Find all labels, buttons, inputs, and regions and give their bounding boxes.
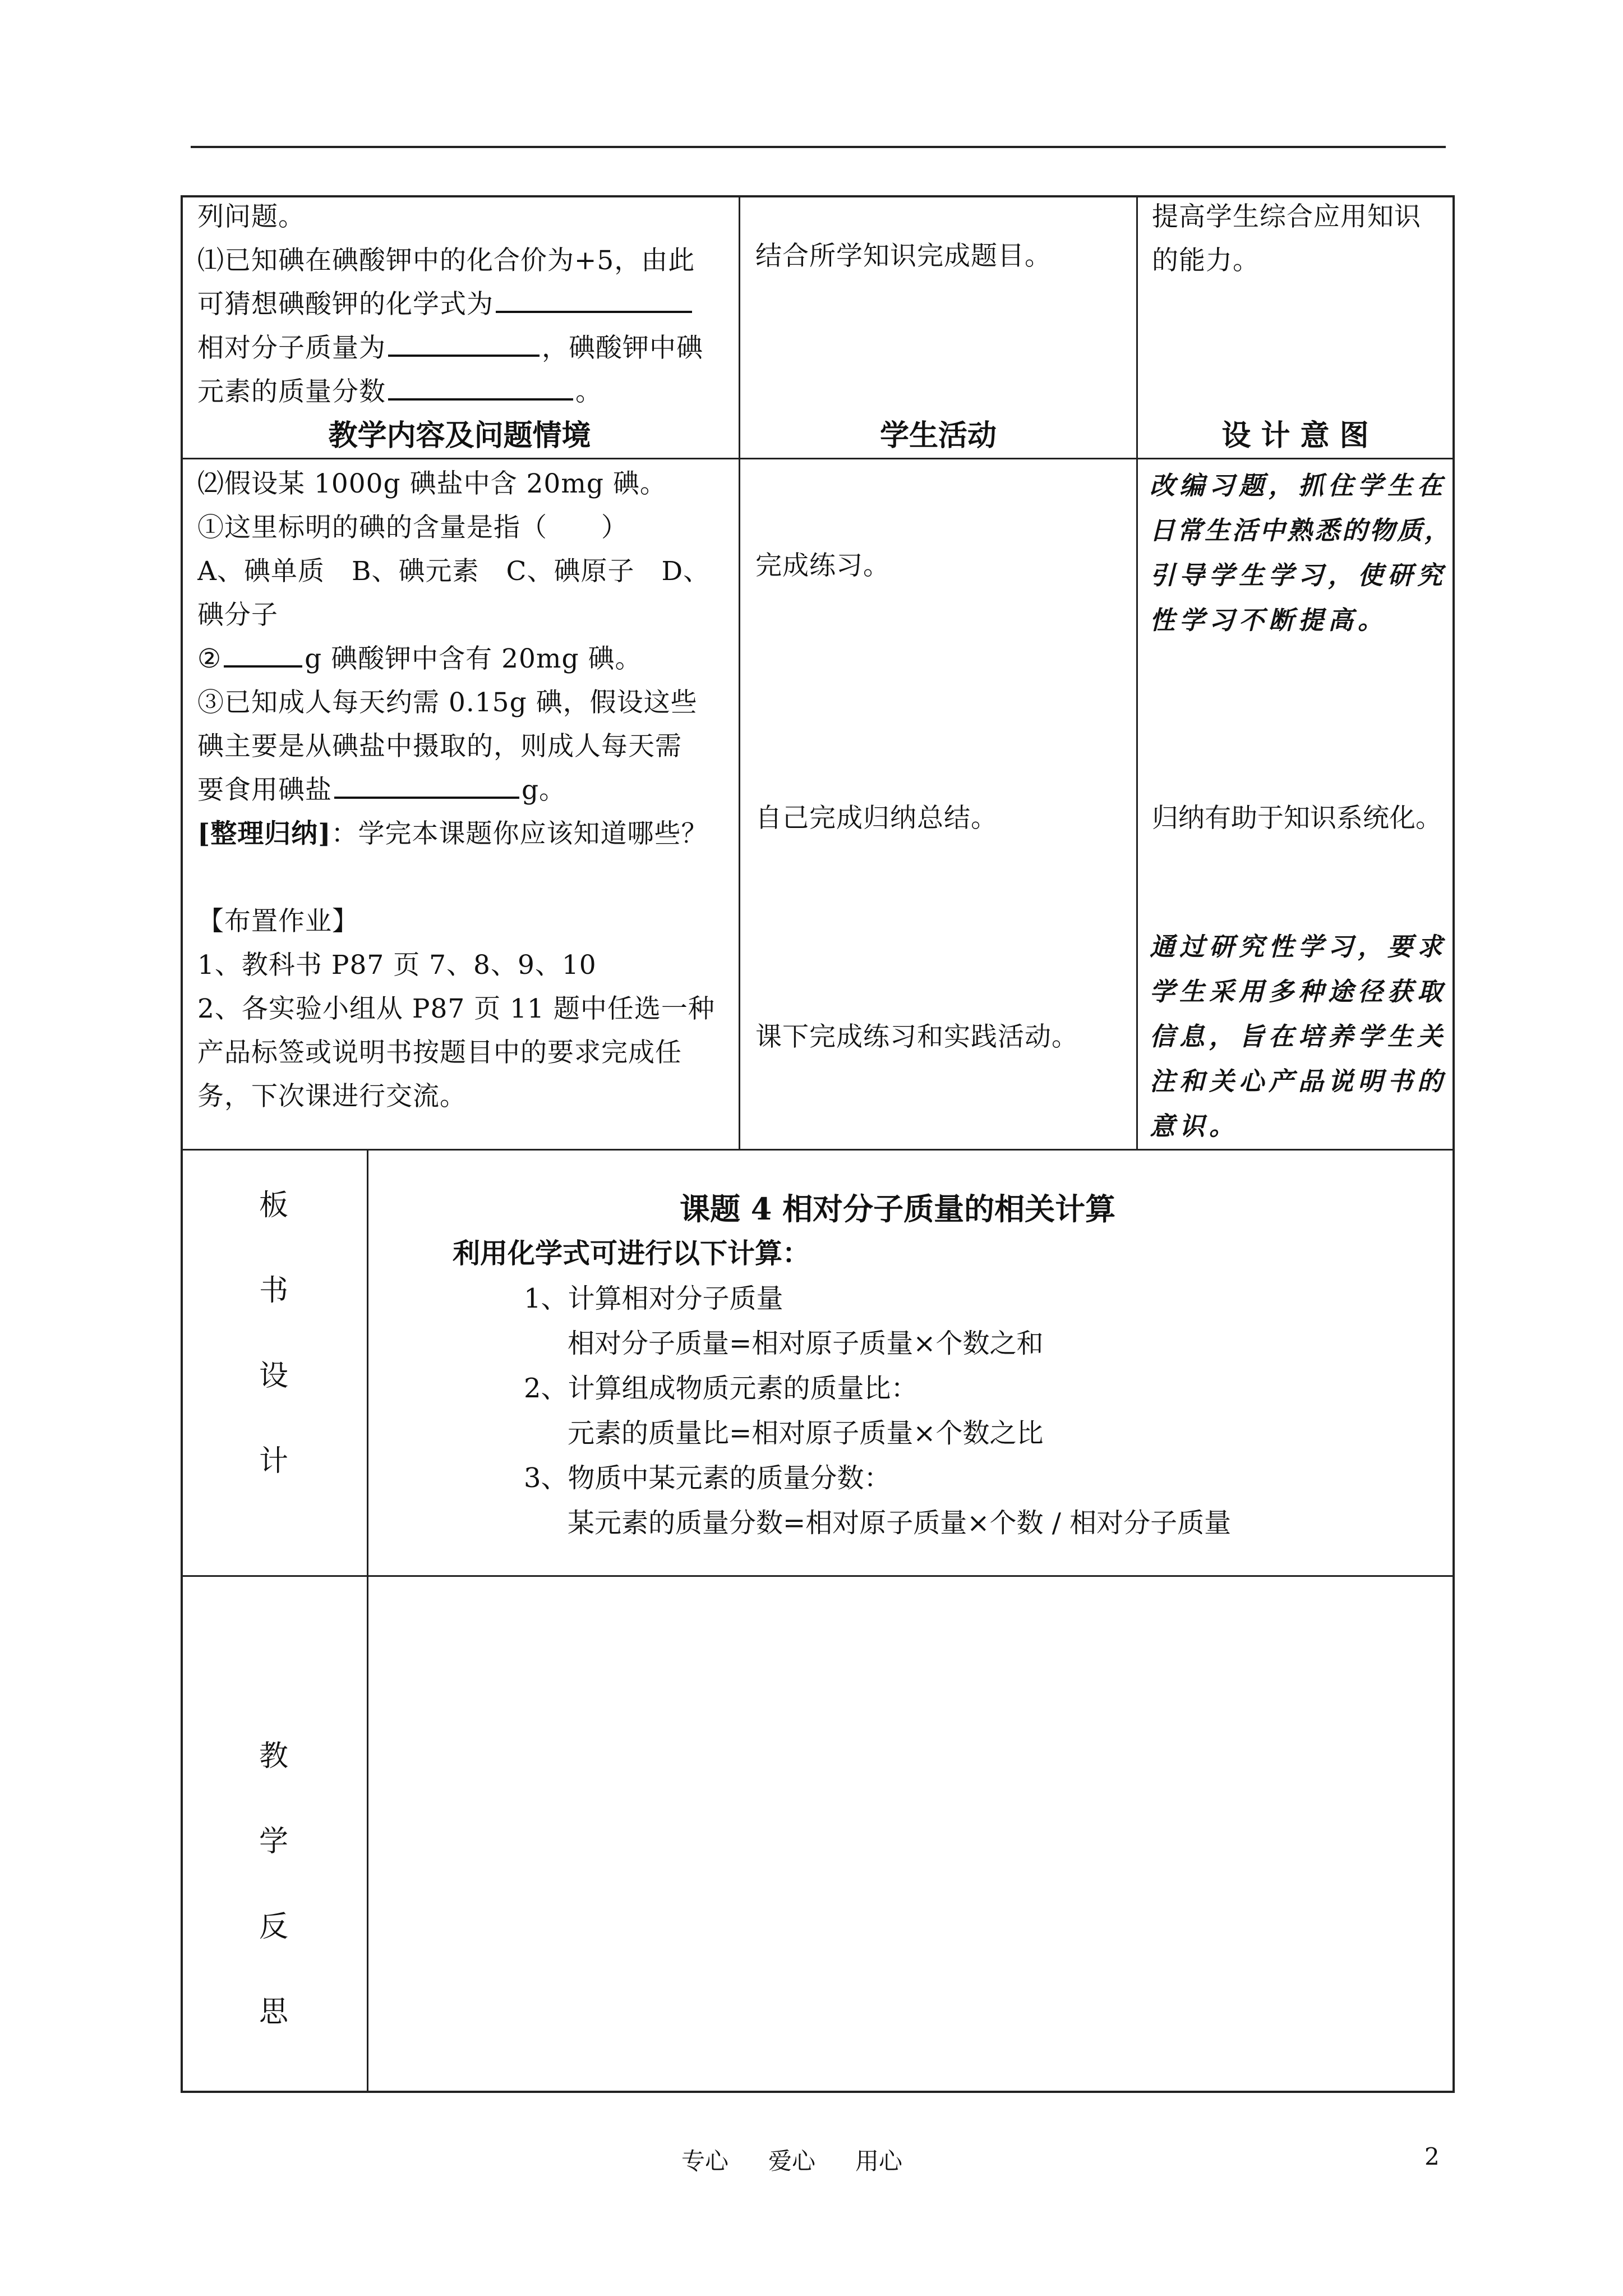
row-divider bbox=[181, 458, 1455, 459]
intent-homework bbox=[1150, 924, 1453, 1149]
row1-line-text: 可猜想碘酸钾的化学式为 bbox=[197, 289, 494, 320]
intent-line: 注和关心产品说明书的 bbox=[1150, 1066, 1447, 1096]
homework-line: 务，下次课进行交流。 bbox=[197, 1081, 467, 1112]
reflection-label-char: 学 bbox=[259, 1825, 288, 1858]
row2-line bbox=[197, 637, 736, 681]
activity-practice bbox=[755, 544, 1131, 595]
row1-line-text: 元素的质量分数 bbox=[197, 376, 386, 407]
board-label-char: 书 bbox=[259, 1274, 288, 1308]
activity-summary bbox=[755, 797, 1131, 847]
header-rule bbox=[191, 146, 1446, 148]
row1-line: ⑴已知碘在碘酸钾中的化合价为+5，由此 bbox=[197, 245, 695, 276]
row2-line: A、碘单质 B、碘元素 C、碘原子 D、 bbox=[197, 556, 711, 587]
reflection-label-char: 反 bbox=[259, 1910, 288, 1944]
column-divider bbox=[739, 195, 740, 1149]
row1-intent bbox=[1152, 195, 1449, 307]
board-design-label bbox=[181, 1181, 367, 1522]
row1-line: 列问题。 bbox=[197, 201, 305, 232]
intent-summary bbox=[1152, 797, 1455, 847]
row1-line-text: ，碘酸钾中碘 bbox=[542, 333, 703, 364]
row1-intent-line: 提高学生综合应用知识 bbox=[1152, 201, 1421, 232]
row2-line: 碘分子 bbox=[197, 600, 278, 631]
header-student-activity: 学生活动 bbox=[879, 418, 997, 453]
intent-line: 学生采用多种途径获取 bbox=[1150, 977, 1447, 1006]
row2-line-text: g 碘酸钾中含有 20mg 碘。 bbox=[305, 643, 642, 674]
row1-line-text: 相对分子质量为 bbox=[197, 333, 386, 364]
summary-label: [整理归纳] bbox=[197, 818, 331, 849]
intent-line: 引导学生学习，使研究 bbox=[1150, 560, 1447, 590]
intent-text: 归纳有助于知识系统化。 bbox=[1152, 803, 1442, 834]
teaching-reflection-label bbox=[181, 1732, 367, 2073]
row1-content bbox=[197, 195, 736, 420]
page-number: 2 bbox=[1424, 2143, 1440, 2170]
row2-spacer bbox=[197, 856, 736, 900]
intent-line: 性学习不断提高。 bbox=[1150, 605, 1388, 635]
activity-text: 自己完成归纳总结。 bbox=[755, 803, 998, 834]
row2-line bbox=[197, 769, 736, 812]
footer-left: 专心 bbox=[681, 2147, 729, 2175]
header-design-intent: 设 计 意 图 bbox=[1221, 418, 1369, 453]
intent-practice bbox=[1150, 463, 1453, 654]
row2-line: ①这里标明的碘的含量是指（ ） bbox=[197, 512, 628, 543]
answer-blank bbox=[334, 771, 519, 799]
header-teaching-content: 教学内容及问题情境 bbox=[328, 418, 591, 453]
board-label-char: 板 bbox=[259, 1189, 288, 1222]
column-divider bbox=[1136, 195, 1138, 1149]
board-item: 1、计算相对分子质量 bbox=[524, 1283, 783, 1314]
board-item: 相对分子质量=相对原子质量×个数之和 bbox=[568, 1328, 1044, 1359]
intent-line: 日常生活中熟悉的物质， bbox=[1150, 516, 1453, 545]
row1-line bbox=[197, 283, 736, 326]
row2-line-text: g。 bbox=[522, 775, 566, 806]
summary-text: ：学完本课题你应该知道哪些？ bbox=[331, 818, 708, 849]
board-item: 某元素的质量分数=相对原子质量×个数 / 相对分子质量 bbox=[568, 1507, 1232, 1539]
activity-text: 课下完成练习和实践活动。 bbox=[755, 1022, 1078, 1052]
label-column-divider bbox=[367, 1149, 368, 2093]
intent-line: 信息，旨在培养学生关 bbox=[1150, 1022, 1447, 1051]
answer-blank bbox=[496, 285, 692, 313]
board-subtitle: 利用化学式可进行以下计算： bbox=[453, 1237, 810, 1269]
row1-line bbox=[197, 326, 736, 370]
intent-line: 通过研究性学习，要求 bbox=[1150, 932, 1447, 961]
row2-line: 碘主要是从碘盐中摄取的，则成人每天需 bbox=[197, 731, 682, 762]
row1-activity bbox=[755, 234, 1131, 291]
row1-line-text: 。 bbox=[575, 376, 602, 407]
table-border-bottom bbox=[181, 2091, 1455, 2093]
reflection-blank-area bbox=[371, 1581, 1448, 2086]
row2-line: ③已知成人每天约需 0.15g 碘，假设这些 bbox=[197, 687, 698, 718]
row2-line-text: 要食用碘盐 bbox=[197, 775, 332, 806]
reflection-label-char: 教 bbox=[259, 1740, 288, 1773]
row1-activity-text: 结合所学知识完成题目。 bbox=[755, 241, 1052, 272]
answer-blank bbox=[388, 329, 540, 357]
lesson-plan-table bbox=[181, 195, 1455, 2093]
row2-line-text: ② bbox=[197, 643, 222, 674]
row2-line bbox=[197, 812, 736, 856]
footer-middle: 爱心 bbox=[768, 2147, 816, 2175]
reflection-label-char: 思 bbox=[259, 1995, 288, 2029]
board-label-char: 设 bbox=[259, 1359, 288, 1393]
row1-line bbox=[197, 370, 736, 414]
homework-title: 【布置作业】 bbox=[197, 906, 359, 937]
row2-content bbox=[197, 462, 736, 1147]
activity-homework bbox=[755, 1015, 1131, 1066]
footer-right: 用心 bbox=[855, 2147, 903, 2175]
board-item: 2、计算组成物质元素的质量比： bbox=[524, 1373, 918, 1404]
intent-line: 意识。 bbox=[1150, 1111, 1239, 1141]
intent-line: 改编习题，抓住学生在 bbox=[1150, 471, 1447, 500]
board-label-char: 计 bbox=[259, 1444, 288, 1478]
homework-line: 1、教科书 P87 页 7、8、9、10 bbox=[197, 950, 597, 981]
homework-line: 产品标签或说明书按题目中的要求完成任 bbox=[197, 1037, 682, 1068]
row-divider bbox=[181, 1575, 1455, 1577]
board-item: 元素的质量比=相对原子质量×个数之比 bbox=[568, 1418, 1044, 1449]
row-divider bbox=[181, 1149, 1455, 1151]
homework-line: 2、各实验小组从 P87 页 11 题中任选一种 bbox=[197, 993, 715, 1024]
row1-intent-line: 的能力。 bbox=[1152, 245, 1260, 276]
table-border-right bbox=[1453, 195, 1455, 2093]
board-item: 3、物质中某元素的质量分数： bbox=[524, 1462, 891, 1494]
answer-blank bbox=[224, 639, 302, 668]
answer-blank bbox=[388, 372, 573, 401]
activity-text: 完成练习。 bbox=[755, 550, 890, 581]
board-title: 课题 4 相对分子质量的相关计算 bbox=[680, 1191, 1116, 1227]
row2-line: ⑵假设某 1000g 碘盐中含 20mg 碘。 bbox=[197, 468, 667, 499]
